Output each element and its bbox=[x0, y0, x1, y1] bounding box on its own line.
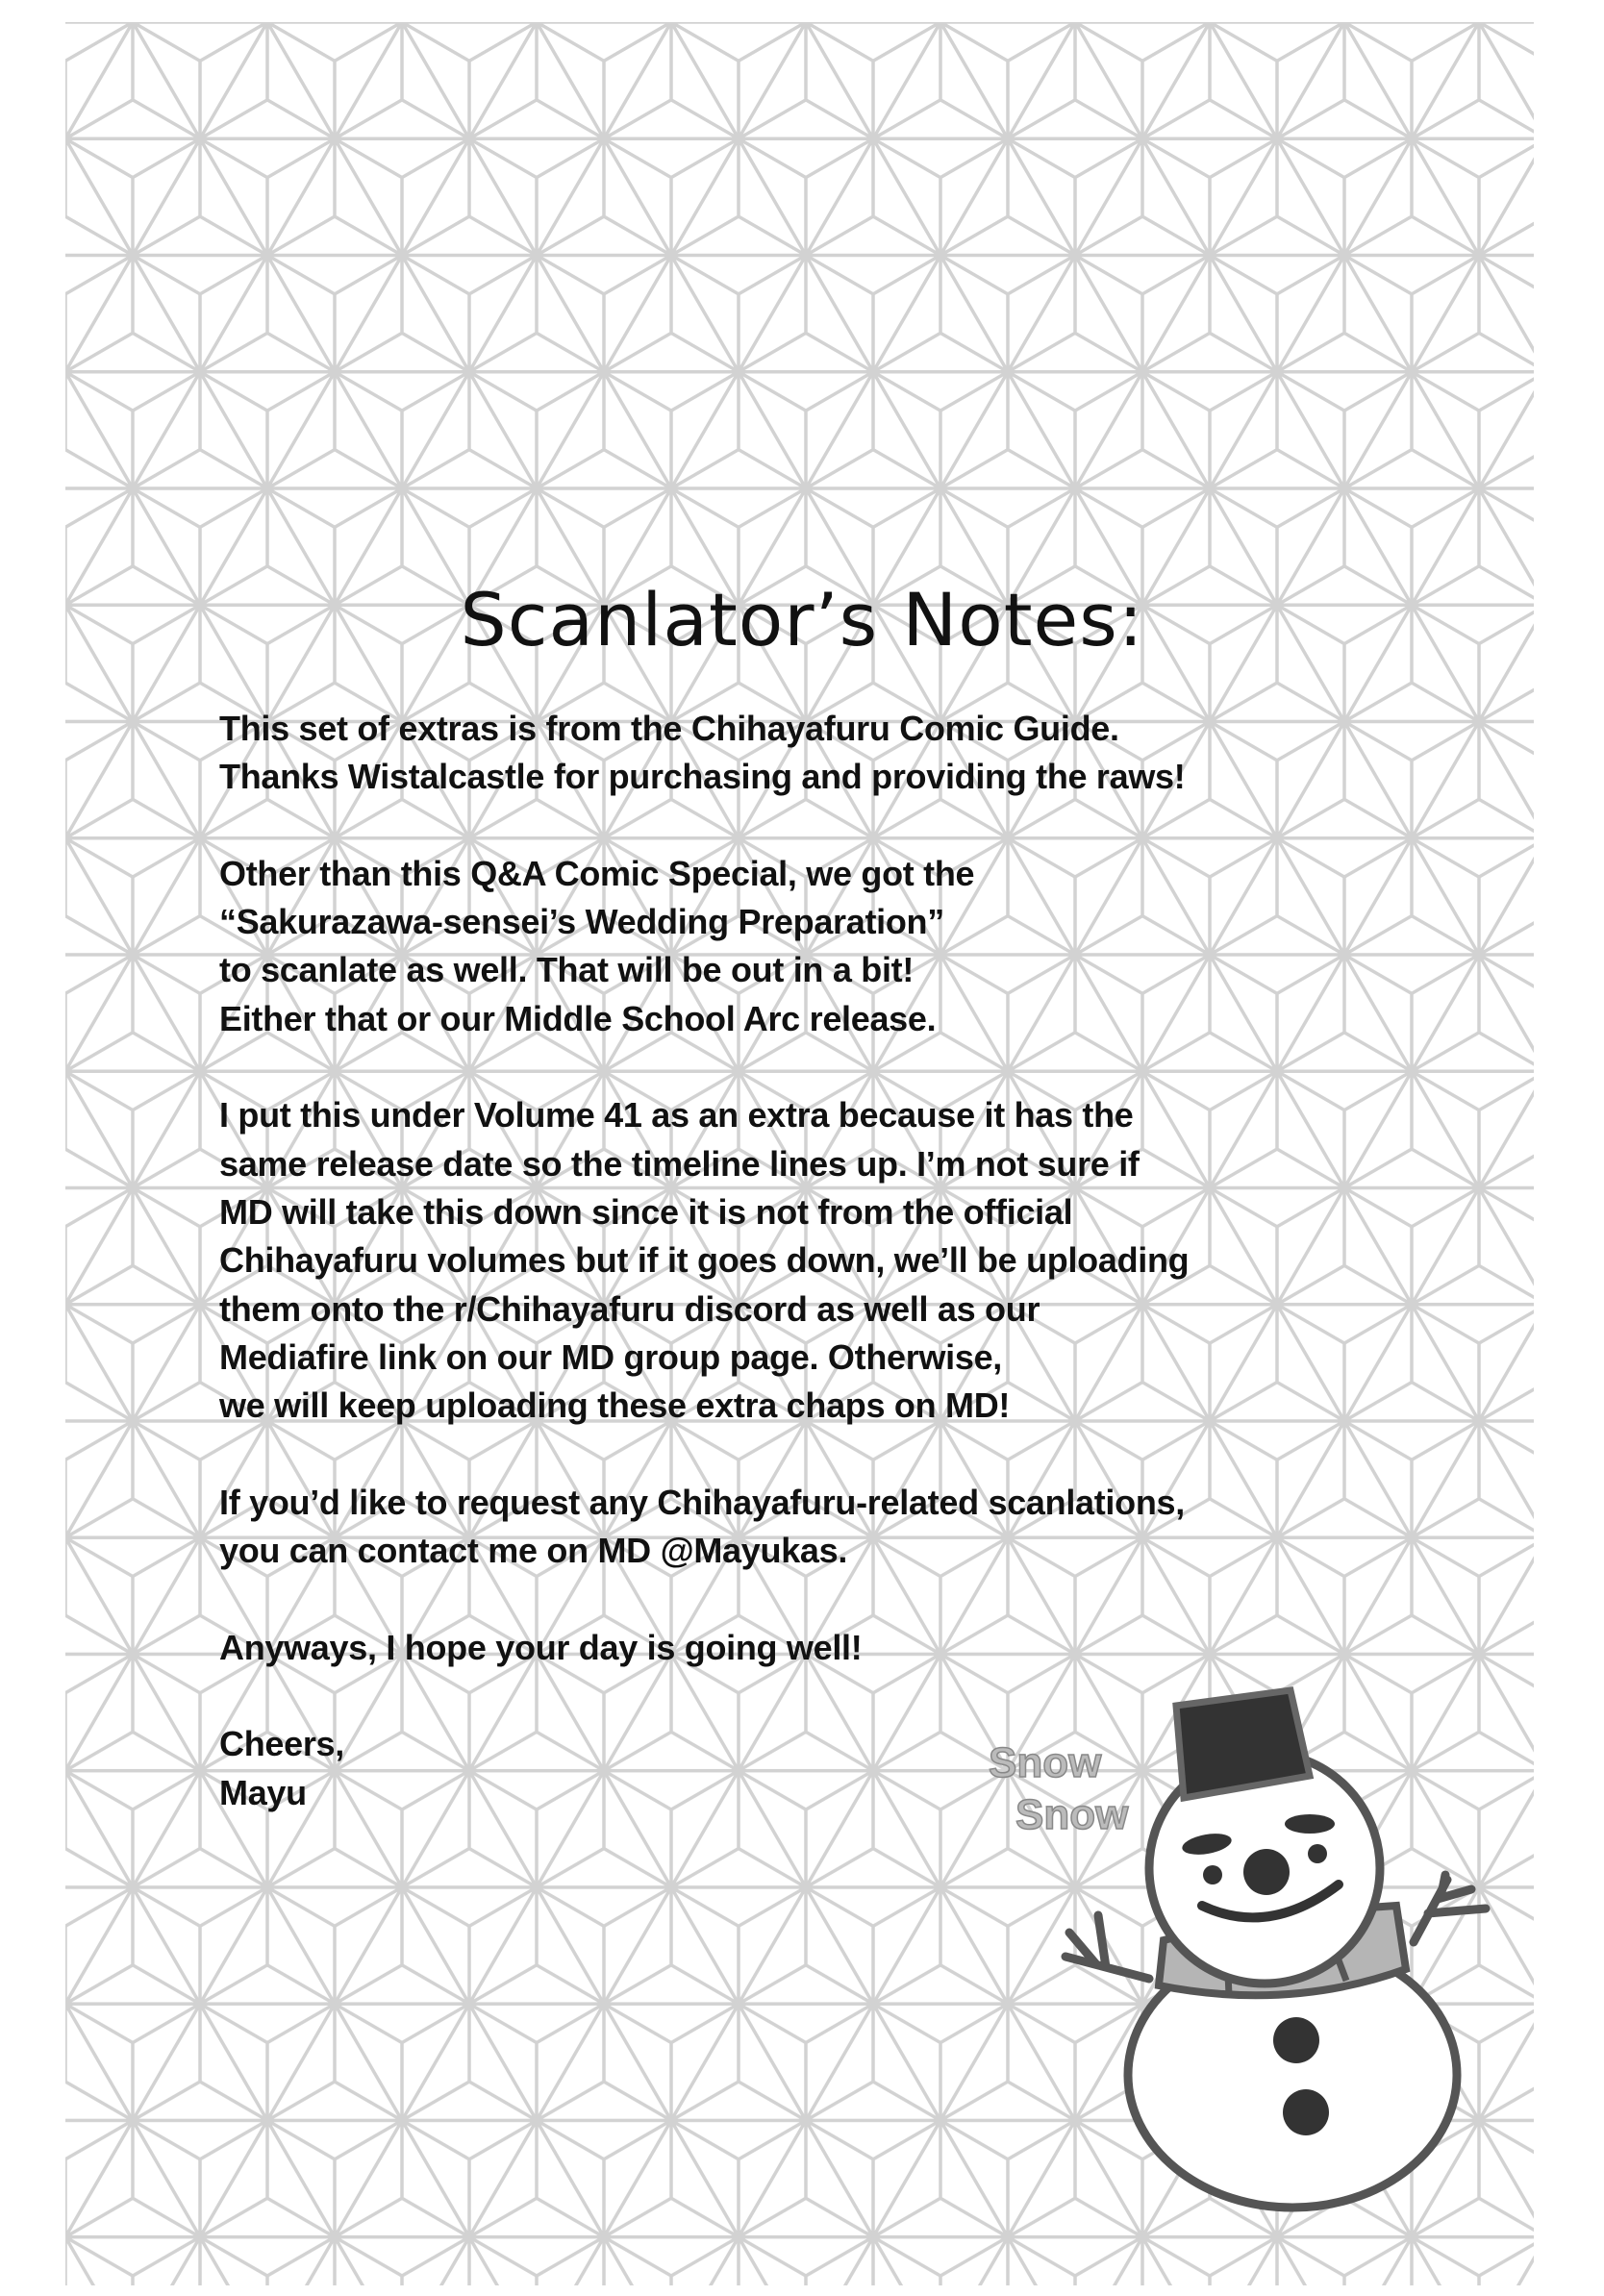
text-line: to scanlate as well. That will be out in a bit! bbox=[219, 950, 915, 990]
text-line: Mayu bbox=[219, 1772, 307, 1812]
paragraph-requests bbox=[219, 1479, 1189, 1576]
text-line: MD will take this down since it is not from the official bbox=[219, 1191, 1073, 1232]
notes-body bbox=[219, 705, 1189, 1817]
snowman-button-bottom bbox=[1283, 2089, 1329, 2135]
text-line: Either that or our Middle School Arc release. bbox=[219, 998, 937, 1038]
paragraph-source bbox=[219, 705, 1189, 802]
text-line: Thanks Wistalcastle for purchasing and providing the raws! bbox=[219, 757, 1186, 797]
text-line: Chihayafuru volumes but if it goes down, we’ll be uploading bbox=[219, 1240, 1190, 1281]
snowman-nose bbox=[1243, 1849, 1290, 1895]
text-line: Mediafire link on our MD group page. Otherwise, bbox=[219, 1336, 1002, 1377]
left-eye bbox=[1203, 1865, 1222, 1884]
text-line: Anyways, I hope your day is going well! bbox=[219, 1627, 863, 1667]
text-line: them onto the r/Chihayafuru discord as well as our bbox=[219, 1288, 1040, 1329]
snow-caption-line-2: Snow bbox=[1015, 1791, 1129, 1838]
snowman-button-top bbox=[1273, 2017, 1319, 2063]
paragraph-volume-note bbox=[219, 1091, 1189, 1430]
snowman-illustration bbox=[962, 1654, 1539, 2269]
text-line: I put this under Volume 41 as an extra because it has the bbox=[219, 1095, 1134, 1136]
text-line: you can contact me on MD @Mayukas. bbox=[219, 1531, 848, 1571]
text-line: If you’d like to request any Chihayafuru-related scanlations, bbox=[219, 1482, 1185, 1522]
paragraph-other-releases bbox=[219, 850, 1189, 1043]
snow-snow-caption bbox=[989, 1739, 1129, 1838]
snow-caption-line-1: Snow bbox=[989, 1739, 1102, 1786]
snowman-hat bbox=[1176, 1690, 1310, 1798]
text-line: Other than this Q&A Comic Special, we got the bbox=[219, 853, 975, 893]
text-line: same release date so the timeline lines up. I’m not sure if bbox=[219, 1143, 1140, 1184]
text-line: Cheers, bbox=[219, 1724, 344, 1764]
text-line: “Sakurazawa-sensei’s Wedding Preparation” bbox=[219, 902, 944, 942]
page-title: Scanlator’s Notes: bbox=[460, 577, 1144, 662]
text-line: This set of extras is from the Chihayafuru Comic Guide. bbox=[219, 709, 1119, 748]
text-line: we will keep uploading these extra chaps on MD! bbox=[219, 1385, 1011, 1426]
right-eye bbox=[1308, 1844, 1327, 1863]
right-eyebrow bbox=[1285, 1814, 1335, 1834]
